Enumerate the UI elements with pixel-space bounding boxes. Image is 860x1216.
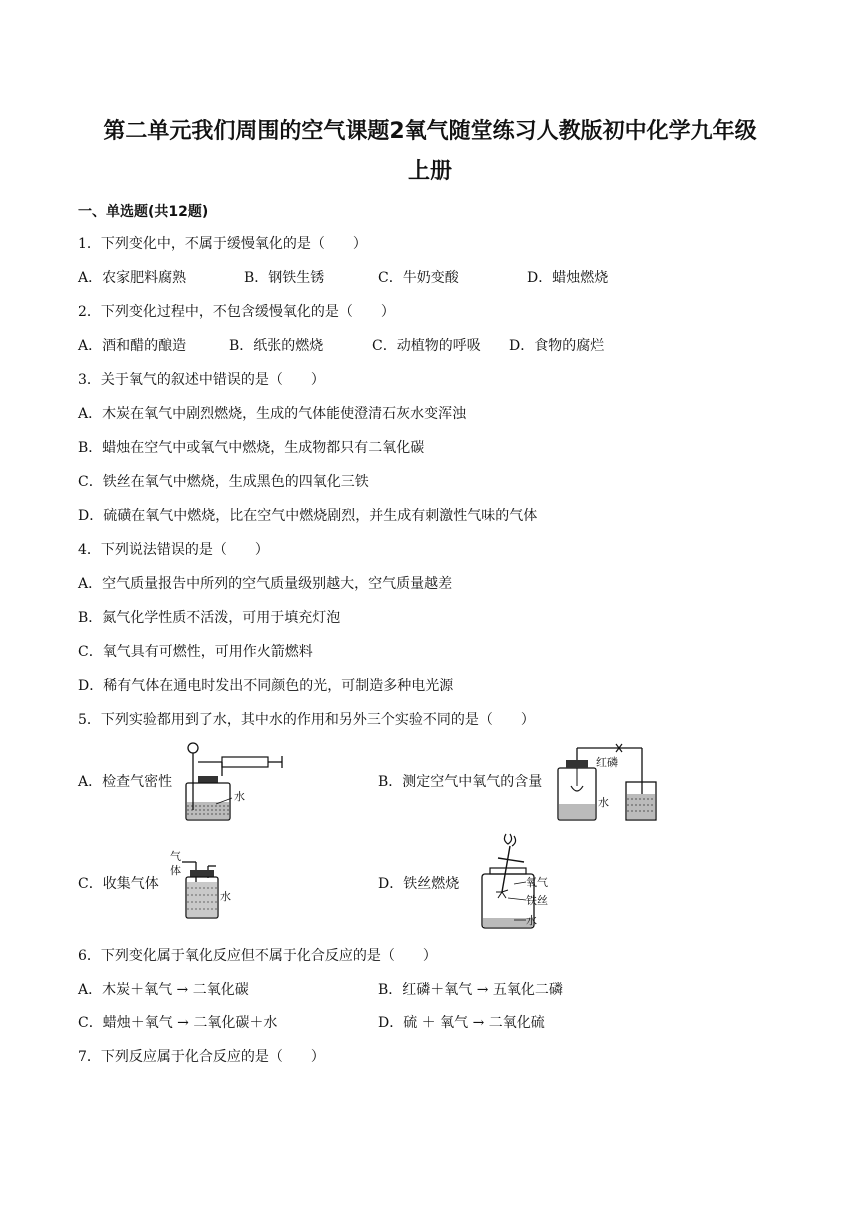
question-1-option-d: D．蜡烛燃烧 xyxy=(527,270,609,286)
question-2-option-b: B．纸张的燃烧 xyxy=(229,338,324,354)
question-2-stem: 2．下列变化过程中，不包含缓慢氧化的是（ ） xyxy=(78,304,395,320)
question-3-option-c: C．铁丝在氧气中燃烧，生成黑色的四氧化三铁 xyxy=(78,474,369,490)
document-title-line-1: 第二单元我们周围的空气课题2氧气随堂练习人教版初中化学九年级 xyxy=(103,119,757,144)
figure-iron-wire-combustion xyxy=(474,832,564,932)
figure-gas-collection xyxy=(170,848,240,920)
question-6-option-d: D．硫 ＋ 氧气 → 二氧化硫 xyxy=(378,1015,545,1031)
question-5-option-d: D．铁丝燃烧 xyxy=(378,876,460,892)
question-1-option-a: A．农家肥料腐熟 xyxy=(78,270,187,286)
figure-oxygen-content-measure xyxy=(556,742,666,822)
question-3-option-a: A．木炭在氧气中剧烈燃烧，生成的气体能使澄清石灰水变浑浊 xyxy=(78,406,467,422)
question-1-stem: 1．下列变化中，不属于缓慢氧化的是（ ） xyxy=(78,236,367,252)
section-heading: 一、单选题(共12题) xyxy=(78,204,209,220)
question-2-option-a: A．酒和醋的酿造 xyxy=(78,338,187,354)
question-6-option-b: B．红磷＋氧气 → 五氧化二磷 xyxy=(378,982,563,998)
question-3-option-b: B．蜡烛在空气中或氧气中燃烧，生成物都只有二氧化碳 xyxy=(78,440,425,456)
figure-d-oxygen-label: 氧气 xyxy=(526,876,548,889)
figure-d-water-label: 水 xyxy=(526,914,537,927)
question-5-stem: 5．下列实验都用到了水，其中水的作用和另外三个实验不同的是（ ） xyxy=(78,712,535,728)
question-2-option-d: D．食物的腐烂 xyxy=(509,338,605,354)
question-4-stem: 4．下列说法错误的是（ ） xyxy=(78,542,269,558)
question-3-option-d: D．硫磺在氧气中燃烧，比在空气中燃烧剧烈，并生成有刺激性气味的气体 xyxy=(78,508,538,524)
question-4-option-a: A．空气质量报告中所列的空气质量级别越大，空气质量越差 xyxy=(78,576,453,592)
figure-airtightness-check xyxy=(182,740,302,822)
question-4-option-d: D．稀有气体在通电时发出不同颜色的光，可制造多种电光源 xyxy=(78,678,454,694)
figure-a-water-label: 水 xyxy=(234,790,245,803)
figure-d-wire-label: 铁丝 xyxy=(526,894,548,907)
question-4-option-c: C．氧气具有可燃性，可用作火箭燃料 xyxy=(78,644,313,660)
document-title-line-2: 上册 xyxy=(407,159,452,184)
question-1-option-c: C．牛奶变酸 xyxy=(378,270,459,286)
question-3-stem: 3．关于氧气的叙述中错误的是（ ） xyxy=(78,372,325,388)
question-5-option-b: B．测定空气中氧气的含量 xyxy=(378,774,543,790)
question-5-option-c: C．收集气体 xyxy=(78,876,159,892)
question-2-option-c: C．动植物的呼吸 xyxy=(372,338,481,354)
question-1-option-b: B．钢铁生锈 xyxy=(244,270,325,286)
figure-b-water-label: 水 xyxy=(598,796,609,809)
question-5-option-a: A．检查气密性 xyxy=(78,774,173,790)
question-7-stem: 7．下列反应属于化合反应的是（ ） xyxy=(78,1049,325,1065)
figure-b-phosphorus-label: 红磷 xyxy=(596,756,618,769)
question-6-option-a: A．木炭＋氧气 → 二氧化碳 xyxy=(78,982,249,998)
question-6-option-c: C．蜡烛＋氧气 → 二氧化碳＋水 xyxy=(78,1015,278,1031)
figure-c-water-label: 水 xyxy=(220,890,231,903)
question-4-option-b: B．氮气化学性质不活泼，可用于填充灯泡 xyxy=(78,610,341,626)
figure-c-gas-label-2: 体 xyxy=(170,864,181,877)
question-6-stem: 6．下列变化属于氧化反应但不属于化合反应的是（ ） xyxy=(78,948,437,964)
figure-c-gas-label-1: 气 xyxy=(170,850,181,863)
